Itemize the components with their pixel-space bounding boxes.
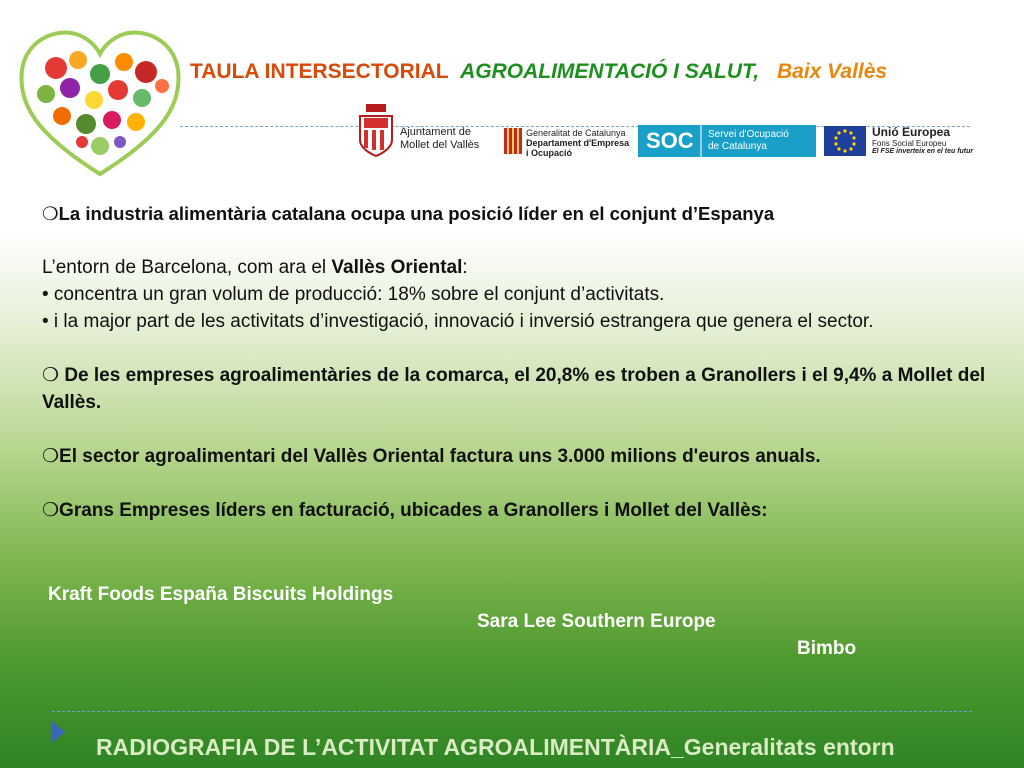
bullet-o-icon: ❍ bbox=[42, 500, 60, 521]
logo-soc bbox=[638, 125, 816, 157]
bullet-produccio: • concentra un gran volum de producció: 18% sobre el conjunt d’activitats. bbox=[42, 284, 665, 305]
soc-line1: Servei d'Ocupació bbox=[708, 129, 789, 140]
footer-title: RADIOGRAFIA DE L’ACTIVITAT AGROALIMENTÀRIA_Generalitats entorn bbox=[96, 734, 895, 760]
point-grans-empreses: ❍Grans Empreses líders en facturació, ubicades a Granollers i Mollet del Vallès: bbox=[42, 500, 768, 521]
ue-line1: Unió Europea bbox=[872, 125, 951, 139]
logo-ajuntament-mollet bbox=[358, 102, 488, 160]
soc-abbr: SOC bbox=[646, 128, 694, 153]
mollet-line1: Ajuntament de bbox=[400, 126, 471, 138]
valles-oriental-bold: Vallès Oriental bbox=[331, 257, 463, 278]
generalitat-line2: Departament d'Empresa bbox=[526, 138, 630, 148]
logo-unio-europea bbox=[824, 124, 984, 160]
entorn-paragraph: L’entorn de Barcelona, com ara el Vallès Oriental: bbox=[42, 257, 468, 278]
title-part-agroalimentacio: AGROALIMENTACIÓ I SALUT, bbox=[460, 60, 760, 83]
company-kraft: Kraft Foods España Biscuits Holdings bbox=[48, 584, 394, 605]
footer-divider bbox=[52, 711, 972, 712]
point-empreses-comarca: ❍ De les empreses agroalimentàries de la comarca, el 20,8% es troben a Granollers i el 9,4% a Mollet del Vallès. bbox=[42, 365, 986, 413]
ue-line3: El FSE inverteix en el teu futur bbox=[872, 148, 974, 155]
generalitat-line3: i Ocupació bbox=[526, 148, 573, 158]
mollet-line2: Mollet del Vallès bbox=[400, 139, 480, 151]
title-part-baix-valles: Baix Vallès bbox=[776, 60, 888, 83]
slide-content bbox=[42, 200, 992, 524]
eu-flag-icon bbox=[824, 126, 866, 156]
ue-line2: Fons Social Europeu bbox=[872, 139, 947, 148]
heart-food-logo bbox=[16, 24, 184, 180]
point-industria: ❍La industria alimentària catalana ocupa una posició líder en el conjunt d’Espanya bbox=[42, 203, 775, 224]
bullet-o-icon: ❍ bbox=[42, 203, 59, 224]
soc-line2: de Catalunya bbox=[708, 141, 767, 152]
bullet-investigacio: • i la major part de les activitats d’investigació, innovació i inversió estrangera que genera el sector. bbox=[42, 311, 874, 332]
triangle-arrow-icon bbox=[52, 721, 65, 743]
mollet-crest-icon bbox=[358, 104, 394, 158]
company-bimbo: Bimbo bbox=[797, 638, 857, 659]
bullet-o-icon: ❍ bbox=[42, 446, 60, 467]
title-part-intersectorial: TAULA INTERSECTORIAL bbox=[190, 60, 449, 83]
logo-generalitat bbox=[504, 124, 632, 158]
point-facturacio: ❍El sector agroalimentari del Vallès Oriental factura uns 3.000 milions d'euros anuals. bbox=[42, 446, 821, 467]
company-sara-lee: Sara Lee Southern Europe bbox=[477, 611, 716, 632]
bullet-o-icon: ❍ bbox=[42, 365, 60, 386]
generalitat-line1: Generalitat de Catalunya bbox=[526, 128, 626, 138]
generalitat-flag-icon bbox=[504, 128, 522, 154]
slide-title bbox=[190, 60, 990, 84]
